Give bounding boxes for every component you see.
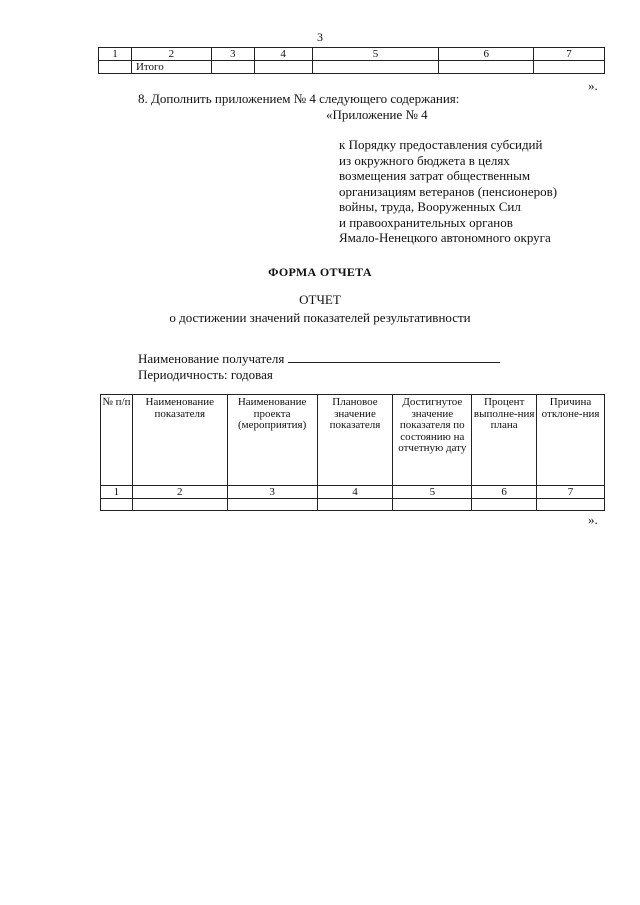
column-number: 6 (439, 48, 534, 61)
closing-quote: ». (588, 512, 598, 527)
appendix-description-line: Ямало-Ненецкого автономного округа (339, 230, 551, 245)
periodicity-label: Периодичность: годовая (138, 367, 273, 382)
column-number: 4 (254, 48, 312, 61)
column-number: 1 (99, 48, 132, 61)
table-cell (537, 499, 605, 511)
appendix-description-line: возмещения затрат общественным (339, 168, 531, 183)
table-cell (254, 61, 312, 74)
appendix-description-line: организациям ветеранов (пенсионеров) (339, 183, 558, 199)
column-header: Наименование проекта (мероприятия) (227, 395, 317, 486)
table-row (101, 499, 605, 511)
report-subtitle: о достижении значений показателей результативности (169, 310, 471, 325)
table-cell (132, 499, 227, 511)
column-number: 4 (317, 486, 393, 499)
column-header: № п/п (101, 395, 133, 486)
appendix-title: «Приложение № 4 (326, 107, 428, 122)
column-number: 5 (393, 486, 472, 499)
column-number: 7 (534, 48, 605, 61)
column-number: 3 (227, 486, 317, 499)
table-row (101, 486, 605, 499)
table-cell (227, 499, 317, 511)
closing-quote: ». (588, 78, 598, 93)
column-number: 2 (131, 48, 211, 61)
page-number: 3 (317, 30, 323, 44)
recipient-field (138, 351, 500, 367)
table-cell (439, 61, 534, 74)
table-cell (472, 499, 537, 511)
table-cell (211, 61, 254, 74)
table-row (99, 48, 605, 61)
total-label: Итого (131, 61, 211, 74)
table-cell (534, 61, 605, 74)
form-title: ФОРМА ОТЧЕТА (268, 265, 372, 279)
report-table (100, 394, 605, 511)
column-number: 5 (312, 48, 439, 61)
appendix-description-line: из окружного бюджета в целях (339, 152, 510, 168)
recipient-blank-line (288, 351, 500, 363)
table-cell (312, 61, 439, 74)
appendix-description-line: к Порядку предоставления субсидий (339, 137, 543, 152)
item8-text: 8. Дополнить приложением № 4 следующего содержания: (138, 91, 460, 106)
column-number: 6 (472, 486, 537, 499)
recipient-label: Наименование получателя (138, 351, 285, 366)
appendix-description-line: войны, труда, Вооруженных Сил (339, 199, 521, 214)
appendix-description-line: и правоохранительных органов (339, 214, 513, 230)
report-title: ОТЧЕТ (299, 292, 341, 307)
table-cell (99, 61, 132, 74)
column-header: Достигнутое значение показателя по состоянию на отчетную дату (393, 395, 472, 486)
table-row (99, 61, 605, 74)
column-number: 2 (132, 486, 227, 499)
column-header: Наименование показателя (132, 395, 227, 486)
table-cell (101, 499, 133, 511)
table-cell (393, 499, 472, 511)
table-header-row (101, 395, 605, 486)
column-header: Процент выполне-ния плана (472, 395, 537, 486)
table-cell (317, 499, 393, 511)
appendix-description (339, 137, 557, 246)
column-header: Причина отклоне-ния (537, 395, 605, 486)
column-number: 3 (211, 48, 254, 61)
column-number: 1 (101, 486, 133, 499)
column-number: 7 (537, 486, 605, 499)
column-header: Плановое значение показателя (317, 395, 393, 486)
continued-table (98, 47, 605, 74)
